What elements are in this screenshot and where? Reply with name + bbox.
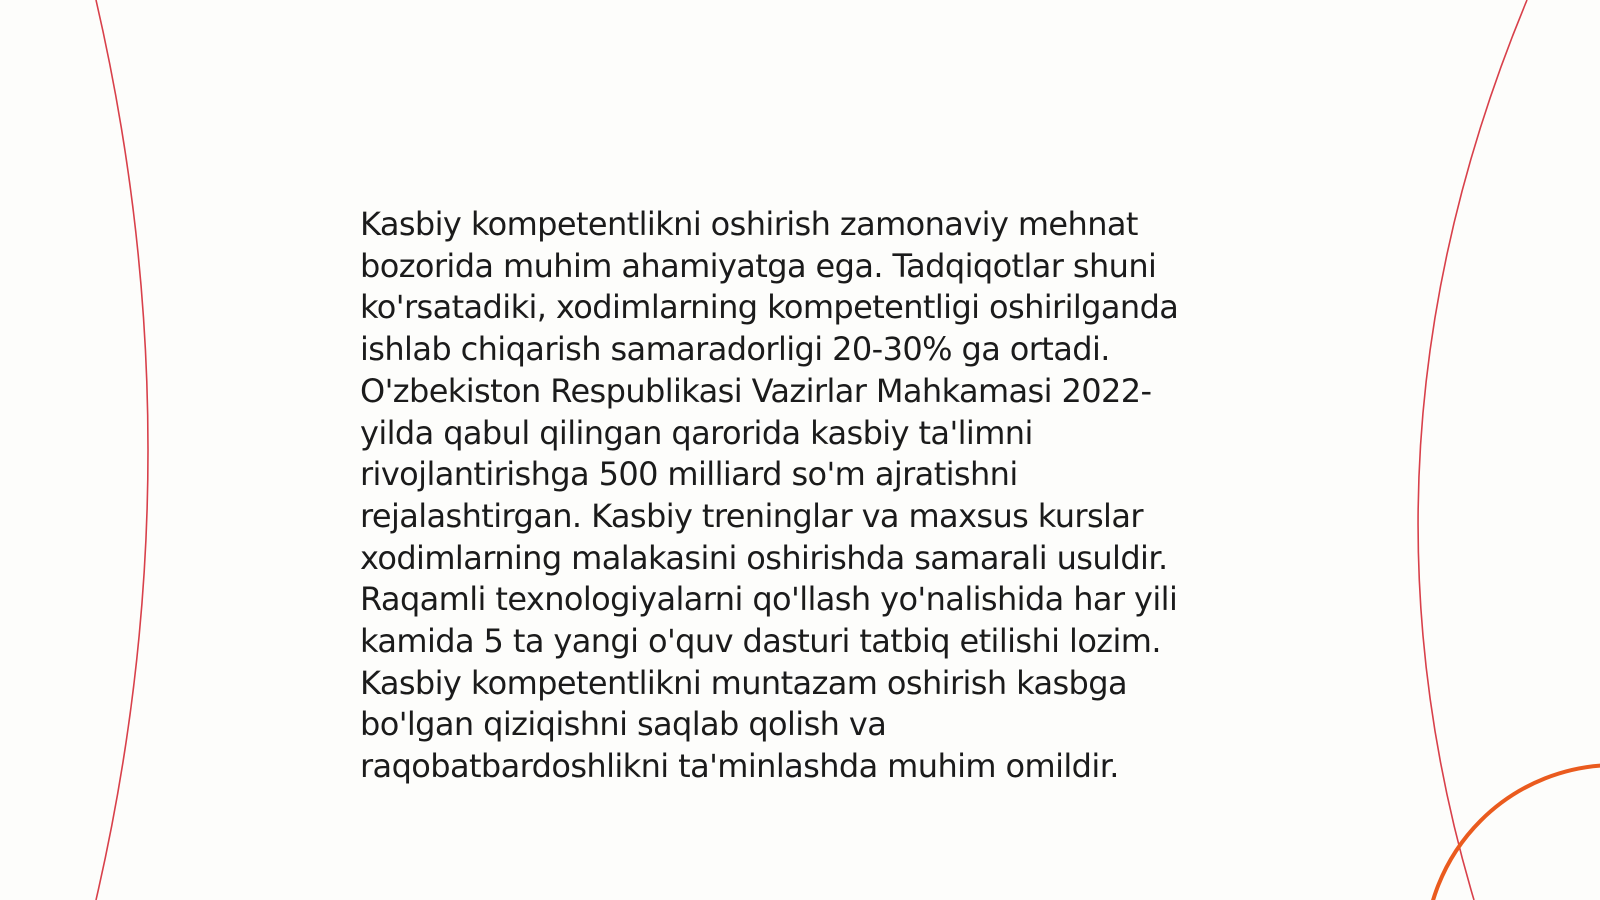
right-arc-decoration — [1418, 0, 1527, 900]
left-arc-decoration — [96, 0, 148, 900]
orange-ring-decoration — [1425, 765, 1600, 900]
paragraph-line-13: bo'lgan qiziqishni saqlab qolish va — [360, 705, 887, 744]
paragraph-line-3: ko'rsatadiki, xodimlarning kompetentligi oshirilganda — [360, 288, 1179, 327]
paragraph-line-8: rejalashtirgan. Kasbiy treninglar va maxsus kurslar — [360, 496, 1143, 535]
body-paragraph — [360, 204, 1260, 788]
paragraph-line-11: kamida 5 ta yangi o'quv dasturi tatbiq etilishi lozim. — [360, 622, 1161, 661]
paragraph-line-10: Raqamli texnologiyalarni qo'llash yo'nalishida har yili — [360, 580, 1178, 619]
paragraph-line-4: ishlab chiqarish samaradorligi 20-30% ga ortadi. — [360, 330, 1110, 369]
paragraph-line-2: bozorida muhim ahamiyatga ega. Tadqiqotlar shuni — [360, 246, 1157, 285]
paragraph-line-6: yilda qabul qilingan qarorida kasbiy ta'limni — [360, 413, 1033, 452]
paragraph-line-5: O'zbekiston Respublikasi Vazirlar Mahkamasi 2022- — [360, 371, 1152, 410]
paragraph-line-12: Kasbiy kompetentlikni muntazam oshirish kasbga — [360, 663, 1127, 702]
paragraph-line-9: xodimlarning malakasini oshirishda samarali usuldir. — [360, 538, 1168, 577]
paragraph-line-14: raqobatbardoshlikni ta'minlashda muhim omildir. — [360, 747, 1119, 786]
paragraph-line-1: Kasbiy kompetentlikni oshirish zamonaviy mehnat — [360, 205, 1138, 243]
paragraph-line-7: rivojlantirishga 500 milliard so'm ajratishni — [360, 455, 1018, 494]
